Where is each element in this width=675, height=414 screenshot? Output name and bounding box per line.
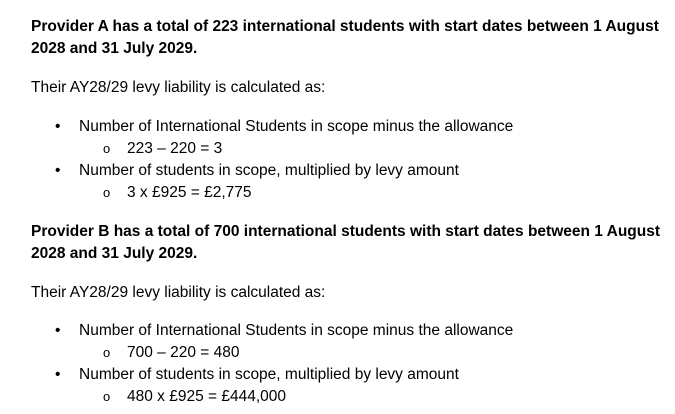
sub-list-item: [31, 342, 661, 364]
list-item-label: Number of International Students in scope minus the allowance: [79, 322, 514, 339]
list-item-label: Number of International Students in scope minus the allowance: [79, 118, 514, 135]
provider-a-intro: Their AY28/29 levy liability is calculated as:: [31, 79, 326, 96]
list-item-label: Number of students in scope, multiplied by levy amount: [79, 366, 459, 383]
sub-list-item: [31, 138, 661, 160]
list-item: [31, 364, 661, 386]
bullet-icon: •: [55, 162, 61, 179]
bullet-icon: •: [55, 322, 61, 339]
provider-b-heading: Provider B has a total of 700 international students with start dates between 1 August 2028 and 31 July 2029.: [31, 223, 661, 262]
sub-list-item: [31, 182, 661, 204]
list-item: [31, 320, 661, 342]
circle-bullet-icon: o: [103, 345, 111, 360]
sub-list-item: [31, 386, 661, 408]
provider-a-calculation-list: [31, 116, 661, 204]
provider-a-heading: Provider A has a total of 223 international students with start dates between 1 August 2028 and 31 July 2029.: [31, 18, 659, 57]
list-item: [31, 116, 661, 138]
provider-b-intro: Their AY28/29 levy liability is calculated as:: [31, 284, 326, 301]
provider-b-calculation-list: [31, 320, 661, 408]
list-item-label: Number of students in scope, multiplied by levy amount: [79, 162, 459, 179]
sub-list-item-label: 700 – 220 = 480: [127, 344, 240, 361]
sub-list-item-label: 223 – 220 = 3: [127, 140, 223, 157]
sub-list-item-label: 480 x £925 = £444,000: [127, 388, 287, 405]
bullet-icon: •: [55, 118, 61, 135]
circle-bullet-icon: o: [103, 389, 111, 404]
bullet-icon: •: [55, 366, 61, 383]
list-item: [31, 160, 661, 182]
circle-bullet-icon: o: [103, 185, 111, 200]
circle-bullet-icon: o: [103, 141, 111, 156]
sub-list-item-label: 3 x £925 = £2,775: [127, 184, 252, 201]
